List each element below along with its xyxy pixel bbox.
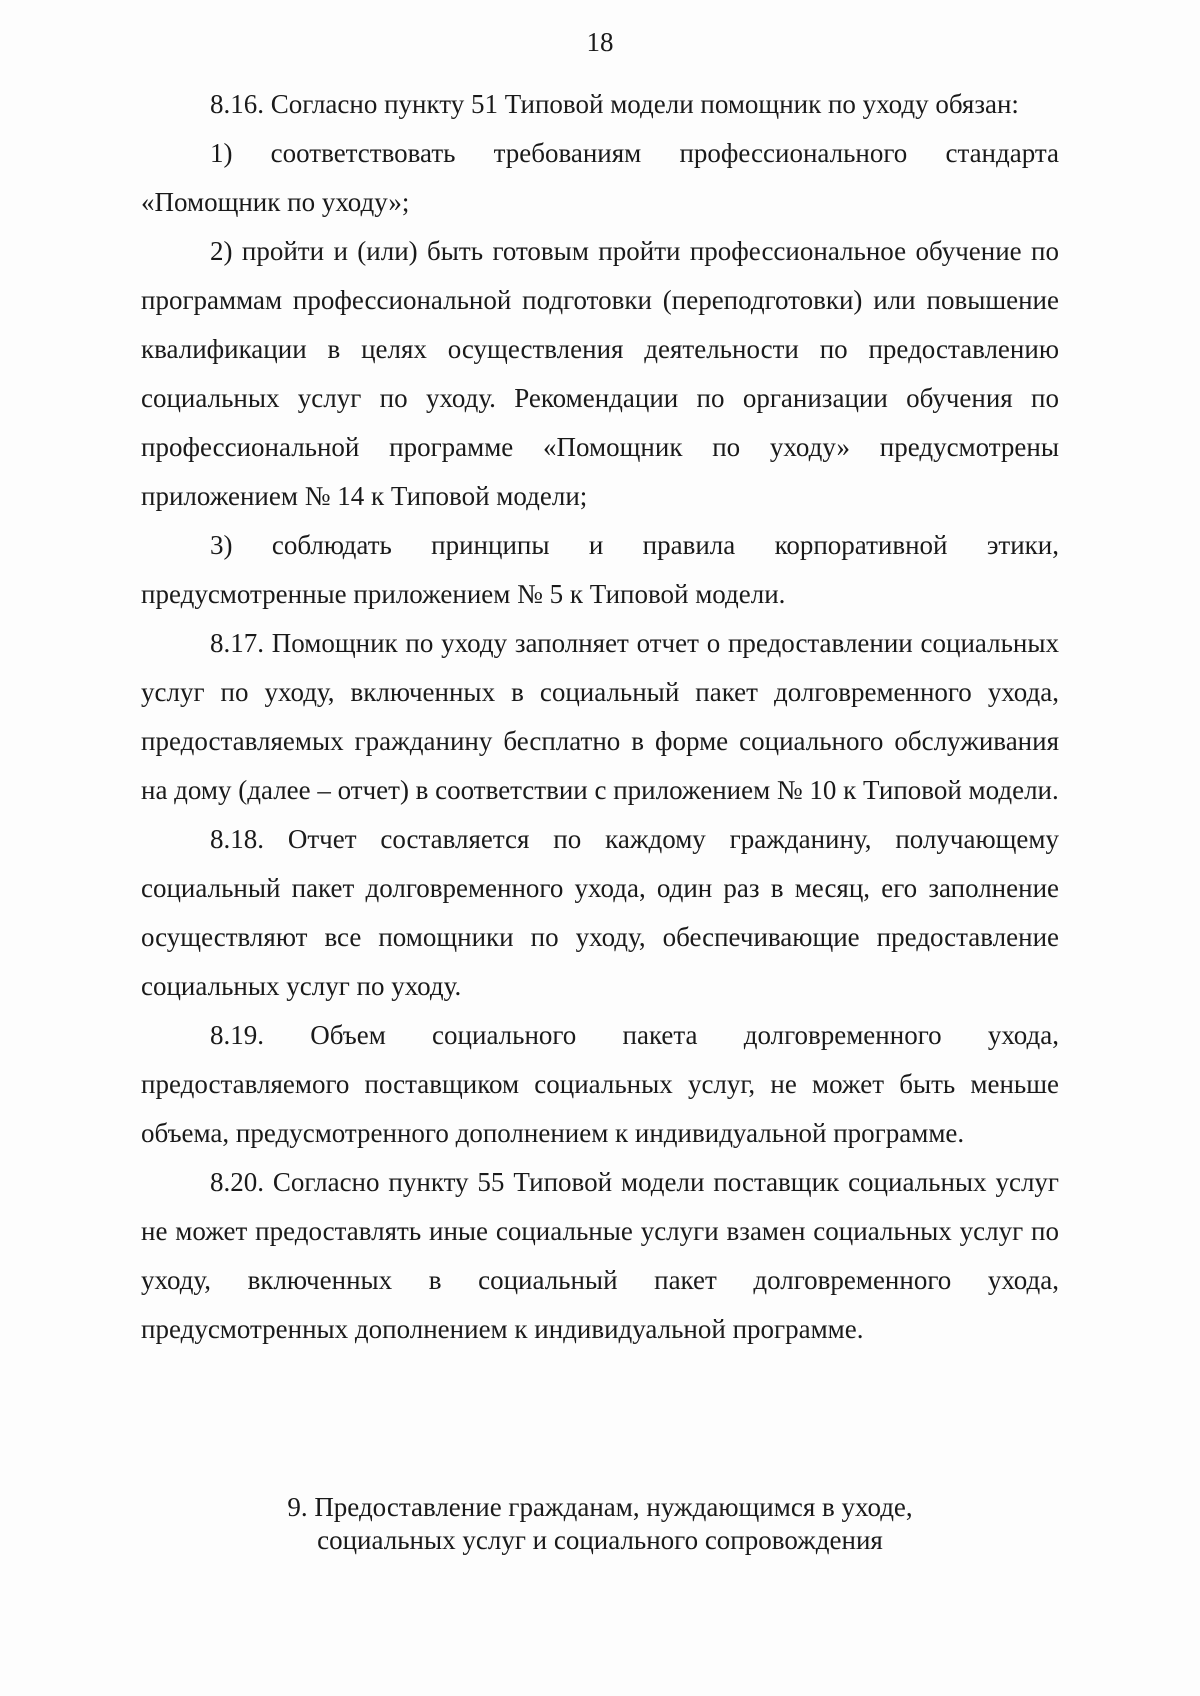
paragraph-8-19: 8.19. Объем социального пакета долговременного ухода, предоставляемого поставщиком социальных услуг, не может быть меньше объема, предусмотренного дополнением к индивидуальной программе. [141, 1020, 1059, 1148]
page-number: 18 [586, 27, 614, 57]
section-heading-line-2: социальных услуг и социального сопровождения [317, 1525, 883, 1555]
paragraph-8-16-item-2: 2) пройти и (или) быть готовым пройти профессиональное обучение по программам профессиональной подготовки (переподготовки) или повышение квалификации в целях осуществления деятельности по предоставлению социальных услуг по уходу. Рекомендации по организации обучения по профессиональной программе «Помощник по уходу» предусмотрены приложением № 14 к Типовой модели; [141, 236, 1059, 511]
paragraph-8-16-item-1: 1) соответствовать требованиям профессионального стандарта «Помощник по уходу»; [141, 138, 1059, 217]
paragraph-8-16: 8.16. Согласно пункту 51 Типовой модели помощник по уходу обязан: [210, 89, 1019, 119]
document-body [141, 80, 1059, 1354]
paragraph-8-18: 8.18. Отчет составляется по каждому гражданину, получающему социальный пакет долговременного ухода, один раз в месяц, его заполнение осуществляют все помощники по уходу, обеспечивающие предоставление социальных услуг по уходу. [141, 824, 1059, 1001]
paragraph-8-17: 8.17. Помощник по уходу заполняет отчет о предоставлении социальных услуг по уходу, включенных в социальный пакет долговременного ухода, предоставляемых гражданину бесплатно в форме социального обслуживания на дому (далее – отчет) в соответствии с приложением № 10 к Типовой модели. [141, 628, 1059, 805]
paragraph-8-20: 8.20. Согласно пункту 55 Типовой модели поставщик социальных услуг не может предоставлять иные социальные услуги взамен социальных услуг по уходу, включенных в социальный пакет долговременного ухода, предусмотренных дополнением к индивидуальной программе. [141, 1167, 1059, 1344]
section-heading-line-1: 9. Предоставление гражданам, нуждающимся в уходе, [287, 1492, 913, 1522]
paragraph-8-16-item-3: 3) соблюдать принципы и правила корпоративной этики, предусмотренные приложением № 5 к Типовой модели. [141, 530, 1059, 609]
section-heading [141, 1491, 1059, 1557]
